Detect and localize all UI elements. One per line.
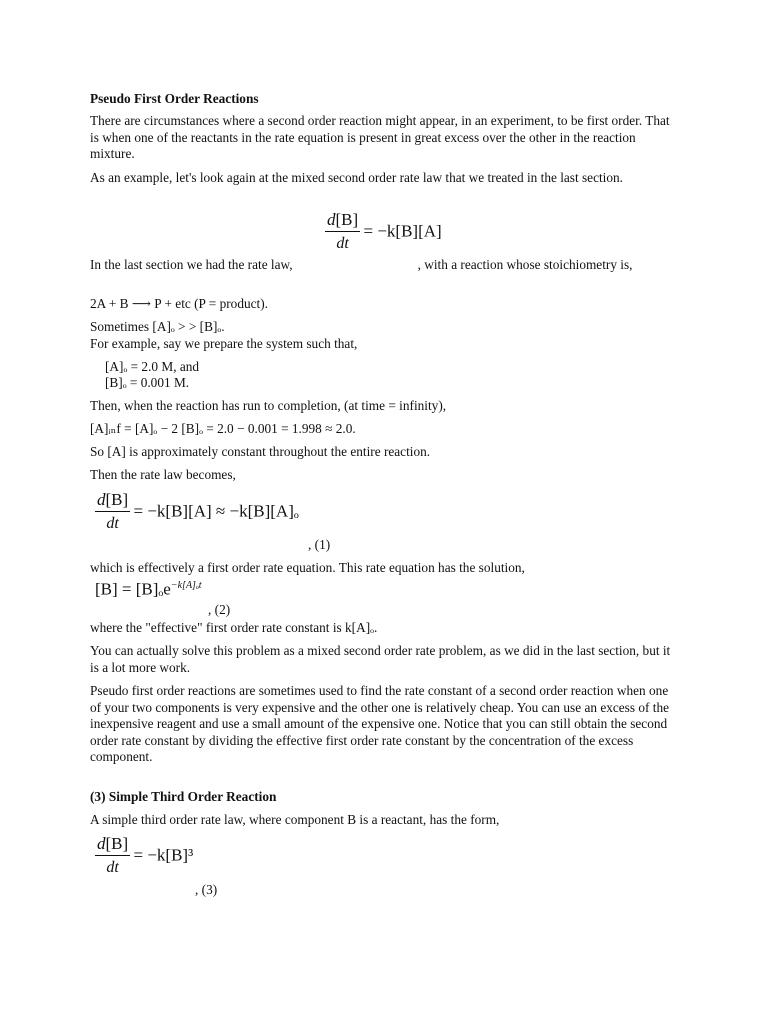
equation-3-rhs: = −k[B]³ [133,845,194,865]
paragraph-usage: Pseudo first order reactions are sometimes used to find the rate constant of a second order reaction when one of your two components is very expensive and the other one is relatively cheap. You can use an excess of the inexpensive reagent and use a small amount of the expensive one. Notice that you can still obtain the second order rate constant by dividing the effective first order rate constant by the concentration of the excess component. [90,683,669,764]
concentration-b: [B] [335,210,359,229]
equation-3 [95,834,193,877]
equation-3-label: , (3) [195,882,218,897]
rate-law-text-b: , with a reaction whose stoichiometry is, [417,257,633,272]
section-heading-pseudo-first-order: Pseudo First Order Reactions [90,91,259,106]
sometimes-line: Sometimes [A]ₒ > > [B]ₒ. [90,319,225,334]
for-example-line: For example, say we prepare the system such that, [90,336,358,351]
differential-dt: dt [106,859,119,876]
concentration-b: [B] [105,490,129,509]
equation-2-label: , (2) [208,602,231,617]
effective-constant-line: where the "effective" first order rate constant is k[A]ₒ. [90,620,378,635]
derivative-fraction [325,210,360,253]
initial-b-line: [B]ₒ = 0.001 M. [105,375,190,390]
initial-a-line: [A]ₒ = 2.0 M, and [105,359,200,374]
equation-1-label: , (1) [308,537,331,552]
equation-2-main: [B] = [B]ₒe [95,579,171,599]
differential-dt: dt [336,235,349,252]
rate-law-text-a: In the last section we had the rate law, [90,257,293,272]
paragraph-intro: There are circumstances where a second order reaction might appear, in an experiment, to be first order. That is when one of the reactants in the rate equation is present in great excess over the other in the reaction mixture. [90,113,670,161]
differential-d: d [327,210,336,229]
completion-line: Then, when the reaction has run to completion, (at time = infinity), [90,398,447,413]
paragraph-rate-law-stoichiometry [90,257,680,274]
section-heading-third-order: (3) Simple Third Order Reaction [90,789,277,804]
equation-2 [95,578,202,598]
paragraph-third-order: A simple third order rate law, where component B is a reactant, has the form, [90,812,500,827]
paragraph-example: As an example, let's look again at the mixed second order rate law that we treated in the last section. [90,170,623,185]
rate-law-rhs: = −k[B][A] [363,221,442,241]
stoichiometry-line: 2A + B ⟶ P + etc (P = product). [90,296,268,311]
first-order-line: which is effectively a first order rate equation. This rate equation has the solution, [90,560,525,575]
derivative-fraction-1 [95,490,130,533]
differential-dt: dt [106,515,119,532]
rate-law-equation [325,210,442,253]
paragraph-solve: You can actually solve this problem as a mixed second order rate problem, as we did in the last section, but it is a lot more work. [90,643,671,675]
equation-1-rhs: = −k[B][A] ≈ −k[B][A]ₒ [133,501,299,521]
constant-line: So [A] is approximately constant throughout the entire reaction. [90,444,431,459]
rate-law-becomes-line: Then the rate law becomes, [90,467,236,482]
differential-d: d [97,834,106,853]
concentration-b: [B] [105,834,129,853]
differential-d: d [97,490,106,509]
a-infinity-line: [A]ᵢₙf = [A]ₒ − 2 [B]ₒ = 2.0 − 0.001 = 1.998 ≈ 2.0. [90,421,356,436]
equation-2-exponent: −k[A]ₒt [170,580,202,591]
equation-1 [95,490,299,533]
derivative-fraction-3 [95,834,130,877]
